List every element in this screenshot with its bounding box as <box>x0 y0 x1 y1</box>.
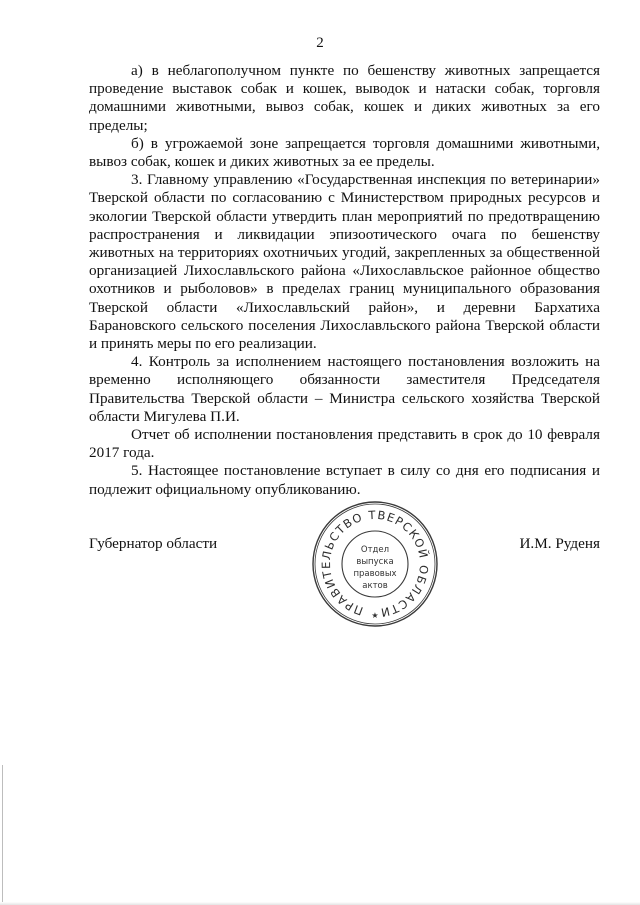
scan-edge-line <box>2 765 3 905</box>
signer-title: Губернатор области <box>89 535 218 552</box>
svg-text:Отдел: Отдел <box>360 545 390 555</box>
svg-text:ПРАВИТЕЛЬСТВО ТВЕРСКОЙ ОБЛАСТИ: ПРАВИТЕЛЬСТВО ТВЕРСКОЙ ОБЛАСТИ <box>318 507 432 620</box>
paragraph-a: а) в неблагополучном пункте по бешенству животных запрещается проведение выставок собак и кошек, выводок и натаски собак, торговля домашними животными, вывоз собак, кошек и диких животных за его пределы; <box>89 62 600 134</box>
page-number: 2 <box>316 35 324 51</box>
paragraph-3: 3. Главному управлению «Государственная инспекция по ветеринарии» Тверской области по согласованию с Министерством природных ресурсов и экологии Тверской области утвердить план мероприятий по предотвращению распространения и ликвидации эпизоотического очага по бешенству животных на территориях охотничьих угодий, закрепленных за общественной организацией Лихославльского района «Лихославльское районное общество охотников и рыболовов» в пределах границ муниципального образования Тверской области «Лихославльский район», и деревни Бархатиха Барановского сельского поселения Лихославльского района Тверской области и принять меры по его реализации. <box>89 171 600 353</box>
document-body <box>89 62 600 499</box>
svg-text:★: ★ <box>371 611 379 620</box>
signer-name: И.М. Руденя <box>519 535 600 552</box>
paragraph-report: Отчет об исполнении постановления представить в срок до 10 февраля 2017 года. <box>89 426 600 462</box>
svg-text:выпуска: выпуска <box>356 557 394 567</box>
paragraph-5: 5. Настоящее постановление вступает в силу со дня его подписания и подлежит официальному опубликованию. <box>89 462 600 498</box>
svg-text:правовых: правовых <box>353 569 397 579</box>
official-seal-stamp <box>309 499 441 629</box>
svg-text:актов: актов <box>362 581 388 591</box>
paragraph-b: б) в угрожаемой зоне запрещается торговля домашними животными, вывоз собак, кошек и диких животных за ее пределы. <box>89 134 600 171</box>
paragraph-4: 4. Контроль за исполнением настоящего постановления возложить на временно исполняющего обязанности заместителя Председателя Правительства Тверской области – Министра сельского хозяйства Тверской области Мигулева П.И. <box>89 353 600 425</box>
